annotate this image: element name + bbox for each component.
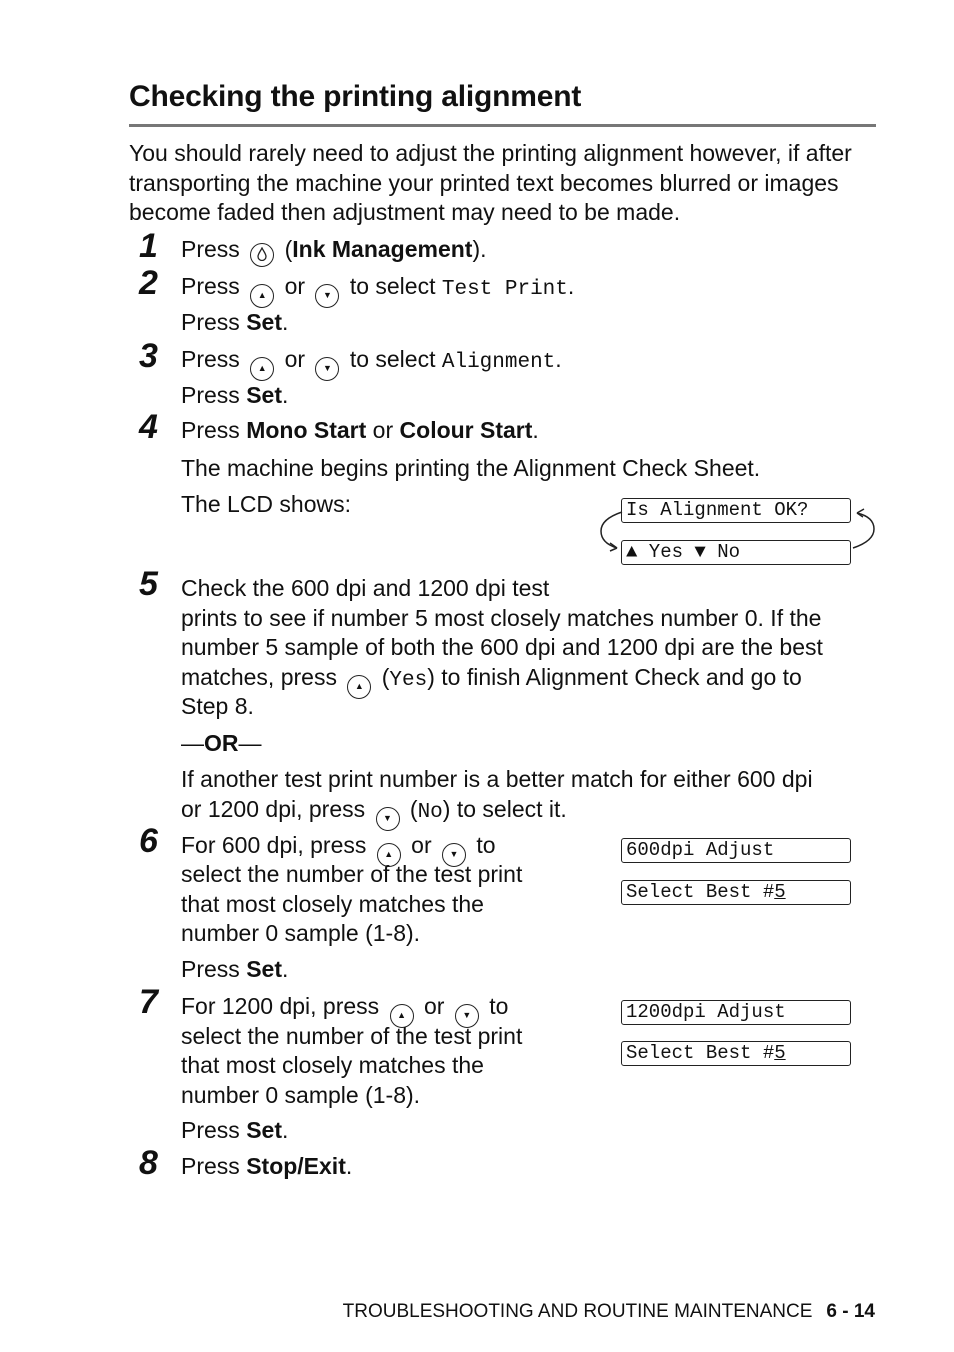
step-7-line-4: number 0 sample (1-8).: [181, 1082, 421, 1108]
step-5-line-5: Step 8.: [181, 693, 254, 719]
step-2-press-set: Press Set.: [181, 309, 289, 335]
title-rule: [129, 124, 876, 127]
step-number: 1: [139, 227, 158, 265]
lcd-1200dpi-select: Select Best #5: [621, 1041, 851, 1066]
step-7-line-3: that most closely matches the: [181, 1052, 484, 1078]
step-7-press-set: Press Set.: [181, 1117, 289, 1143]
lcd-option: Test Print: [441, 278, 568, 301]
step-3-text: Press ▲ or ▼ to select Alignment.: [181, 345, 562, 381]
step-8-text: Press Stop/Exit.: [181, 1153, 353, 1179]
step-6-press-set: Press Set.: [181, 956, 289, 982]
lcd-display-line-1: Is Alignment OK?: [621, 498, 851, 523]
step-number: 5: [139, 565, 158, 603]
step-6-line-1: For 600 dpi, press ▲ or ▼ to: [181, 831, 496, 867]
step-7-line-1: For 1200 dpi, press ▲ or ▼ to: [181, 992, 508, 1028]
step-number: 6: [139, 822, 158, 860]
step-6-line-4: number 0 sample (1-8).: [181, 920, 421, 946]
step-number: 3: [139, 337, 158, 375]
down-arrow-icon: ▼: [315, 284, 339, 308]
step-5-line-2: prints to see if number 5 most closely matches number 0. If the: [181, 605, 822, 631]
lcd-cycle-arrows-icon: [595, 505, 880, 555]
down-arrow-icon: ▼: [455, 1004, 479, 1028]
step-4-note: The machine begins printing the Alignment Check Sheet.: [181, 455, 761, 481]
ink-management-icon: [250, 243, 274, 267]
down-arrow-icon: ▼: [315, 357, 339, 381]
step-5-line-4: matches, press ▲ (Yes) to finish Alignment Check and go to: [181, 663, 802, 699]
up-arrow-icon: ▲: [250, 357, 274, 381]
footer-section-title: TROUBLESHOOTING AND ROUTINE MAINTENANCE: [342, 1301, 813, 1322]
up-arrow-icon: ▲: [377, 843, 401, 867]
intro-paragraph: You should rarely need to adjust the printing alignment however, if after transporting the machine your printed text becomes blurred or images become faded then adjustment may need to be made.: [129, 140, 852, 225]
step-5-line-3: number 5 sample of both the 600 dpi and 1200 dpi are the best: [181, 634, 823, 660]
down-arrow-icon: ▼: [442, 843, 466, 867]
page-number: 6 - 14: [826, 1301, 875, 1322]
step-5-line-1: Check the 600 dpi and 1200 dpi test: [181, 575, 550, 601]
step-6-line-3: that most closely matches the: [181, 891, 484, 917]
step-number: 4: [139, 408, 158, 446]
down-arrow-icon: ▼: [376, 807, 400, 831]
step-7-line-2: select the number of the test print: [181, 1023, 523, 1049]
step-number: 7: [139, 983, 158, 1021]
step-4-text: Press Mono Start or Colour Start.: [181, 417, 539, 443]
step-1-text: Press (Ink Management).: [181, 235, 487, 267]
or-separator: —OR—: [181, 730, 262, 756]
lcd-1200dpi-title: 1200dpi Adjust: [621, 1000, 851, 1025]
step-3-press-set: Press Set.: [181, 382, 289, 408]
step-5-line-6: If another test print number is a better match for either 600 dpi: [181, 766, 813, 792]
lcd-display-line-2: ▲ Yes ▼ No: [621, 540, 851, 565]
step-number: 2: [139, 264, 158, 302]
up-arrow-icon: ▲: [347, 675, 371, 699]
lcd-600dpi-title: 600dpi Adjust: [621, 838, 851, 863]
step-6-line-2: select the number of the test print: [181, 861, 523, 887]
page-footer: [343, 1301, 875, 1323]
page-title: Checking the printing alignment: [129, 80, 582, 113]
step-5-line-7: or 1200 dpi, press ▼ (No) to select it.: [181, 795, 567, 831]
lcd-600dpi-select: Select Best #5: [621, 880, 851, 905]
lcd-option: Alignment: [441, 351, 556, 374]
up-arrow-icon: ▲: [390, 1004, 414, 1028]
up-arrow-icon: ▲: [250, 284, 274, 308]
step-4-lcd-label: The LCD shows:: [181, 491, 352, 517]
step-number: 8: [139, 1144, 158, 1182]
step-2-text: Press ▲ or ▼ to select Test Print.: [181, 272, 574, 308]
